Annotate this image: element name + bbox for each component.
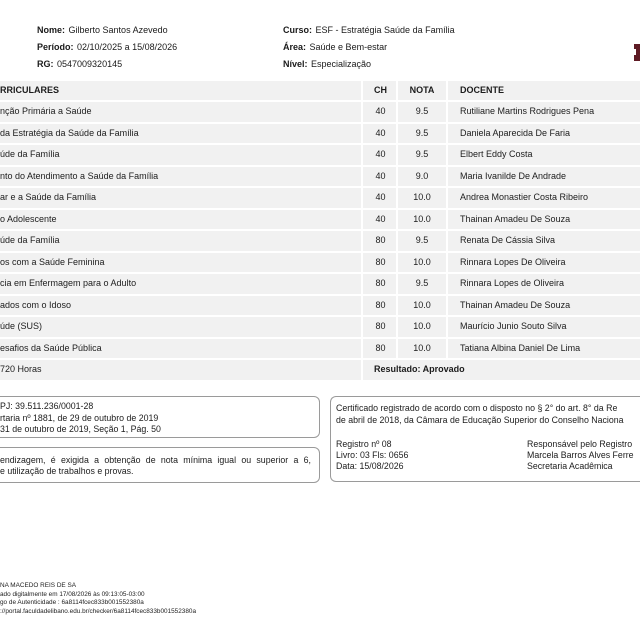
table-row [0, 231, 640, 251]
ch-cell: 40 [363, 124, 396, 144]
table-row [0, 188, 640, 208]
institution-logo-icon [634, 44, 640, 61]
header-component: RRICULARES [0, 81, 361, 100]
responsible-name: Marcela Barros Alves Ferre [527, 450, 634, 460]
grades-table [0, 81, 640, 382]
rg-value: 0547009320145 [57, 59, 123, 69]
period-field [37, 42, 177, 52]
teacher-cell: Thainan Amadeu De Souza [448, 210, 640, 230]
table-row [0, 210, 640, 230]
teacher-cell: Elbert Eddy Costa [448, 145, 640, 165]
institution-info-box [0, 396, 320, 438]
table-row [0, 167, 640, 187]
table-row [0, 102, 640, 122]
ch-cell: 40 [363, 188, 396, 208]
component-cell: cia em Enfermagem para o Adulto [0, 274, 361, 294]
statement-line: Certificado registrado de acordo com o disposto no § 2° do art. 8° da Re [336, 403, 618, 413]
header-teacher: DOCENTE [448, 81, 640, 100]
total-hours: 720 Horas [0, 360, 361, 380]
grade-cell: 10.0 [398, 210, 446, 230]
grade-cell: 9.0 [398, 167, 446, 187]
evaluation-line: endizagem, é exigida a obtenção de nota mínima igual ou superior a 6, [0, 455, 311, 465]
level-field [283, 59, 371, 69]
teacher-cell: Thainan Amadeu De Souza [448, 296, 640, 316]
table-row [0, 339, 640, 359]
component-cell: da Estratégia da Saúde da Família [0, 124, 361, 144]
teacher-cell: Maurício Junio Souto Silva [448, 317, 640, 337]
teacher-cell: Rinnara Lopes De Oliveira [448, 253, 640, 273]
registration-responsible [527, 439, 634, 472]
table-row [0, 124, 640, 144]
table-header-row [0, 81, 640, 100]
institution-line: PJ: 39.511.236/0001-28 [0, 401, 94, 411]
responsible-title: Responsável pelo Registro [527, 439, 633, 449]
registration-statement [336, 402, 624, 426]
course-field [283, 25, 455, 35]
teacher-cell: Renata De Cássia Silva [448, 231, 640, 251]
final-result: Resultado: Aprovado [363, 360, 640, 380]
header-ch: CH [363, 81, 396, 100]
period-label: Período: [37, 42, 74, 52]
component-cell: úde (SUS) [0, 317, 361, 337]
teacher-cell: Rutiliane Martins Rodrigues Pena [448, 102, 640, 122]
component-cell: ados com o Idoso [0, 296, 361, 316]
record-book: Livro: 03 Fls: 0656 [336, 450, 409, 460]
grade-cell: 9.5 [398, 102, 446, 122]
rg-field [37, 59, 122, 69]
teacher-cell: Tatiana Albina Daniel De Lima [448, 339, 640, 359]
ch-cell: 40 [363, 145, 396, 165]
ch-cell: 40 [363, 102, 396, 122]
evaluation-criteria-box [0, 447, 320, 483]
area-label: Área: [283, 42, 307, 52]
component-cell: o Adolescente [0, 210, 361, 230]
level-value: Especialização [311, 59, 372, 69]
grade-cell: 9.5 [398, 145, 446, 165]
registration-box [330, 396, 640, 482]
teacher-cell: Maria Ivanilde De Andrade [448, 167, 640, 187]
ch-cell: 80 [363, 339, 396, 359]
table-row [0, 253, 640, 273]
grade-cell: 10.0 [398, 188, 446, 208]
institution-line: rtaria nº 1881, de 29 de outubro de 2019 [0, 412, 159, 423]
signer-name: NA MACEDO REIS DE SA [0, 582, 76, 589]
component-cell: nção Primária a Saúde [0, 102, 361, 122]
area-field [283, 42, 387, 52]
authenticity-code: go de Autenticidade : 6a8114fcec833b001552380a [0, 599, 144, 607]
period-value: 02/10/2025 a 15/08/2026 [77, 42, 178, 52]
statement-line: de abril de 2018, da Câmara de Educação Superior do Conselho Naciona [336, 415, 624, 425]
student-name-label: Nome: [37, 25, 66, 35]
ch-cell: 80 [363, 317, 396, 337]
grade-cell: 10.0 [398, 253, 446, 273]
registration-record [336, 439, 408, 472]
ch-cell: 80 [363, 231, 396, 251]
table-body [0, 102, 640, 358]
institution-line: 31 de outubro de 2019, Seção 1, Pág. 50 [0, 424, 161, 435]
ch-cell: 80 [363, 253, 396, 273]
area-value: Saúde e Bem-estar [309, 42, 388, 52]
table-row [0, 317, 640, 337]
record-number: Registro nº 08 [336, 439, 392, 449]
record-date: Data: 15/08/2026 [336, 461, 404, 471]
course-label: Curso: [283, 25, 312, 35]
student-name-field [37, 25, 168, 35]
ch-cell: 40 [363, 210, 396, 230]
digital-signature [0, 582, 196, 617]
component-cell: úde da Família [0, 145, 361, 165]
rg-label: RG: [37, 59, 54, 69]
evaluation-line: e utilização de trabalhos e provas. [0, 466, 134, 476]
teacher-cell: Andrea Monastier Costa Ribeiro [448, 188, 640, 208]
teacher-cell: Rinnara Lopes de Oliveira [448, 274, 640, 294]
course-value: ESF - Estratégia Saúde da Família [315, 25, 455, 35]
grade-cell: 10.0 [398, 296, 446, 316]
ch-cell: 40 [363, 167, 396, 187]
grade-cell: 9.5 [398, 124, 446, 144]
component-cell: ar e a Saúde da Família [0, 188, 361, 208]
responsible-department: Secretaria Acadêmica [527, 461, 613, 471]
grade-cell: 10.0 [398, 339, 446, 359]
table-row [0, 274, 640, 294]
teacher-cell: Daniela Aparecida De Faria [448, 124, 640, 144]
verification-url: ://portal.faculdadelibano.edu.br/checker/6a8114fcec833b001552380a [0, 608, 197, 616]
ch-cell: 80 [363, 274, 396, 294]
logo-notch [634, 49, 636, 55]
component-cell: nto do Atendimento a Saúde da Família [0, 167, 361, 187]
grade-cell: 10.0 [398, 317, 446, 337]
header-grade: NOTA [398, 81, 446, 100]
component-cell: esafios da Saúde Pública [0, 339, 361, 359]
level-label: Nível: [283, 59, 308, 69]
grade-cell: 9.5 [398, 274, 446, 294]
signature-timestamp: ado digitalmente em 17/08/2026 às 09:13:05-03:00 [0, 590, 145, 598]
component-cell: os com a Saúde Feminina [0, 253, 361, 273]
ch-cell: 80 [363, 296, 396, 316]
component-cell: úde da Família [0, 231, 361, 251]
table-row [0, 145, 640, 165]
student-name-value: Gilberto Santos Azevedo [68, 25, 168, 35]
table-footer-row [0, 360, 640, 380]
grade-cell: 9.5 [398, 231, 446, 251]
table-row [0, 296, 640, 316]
